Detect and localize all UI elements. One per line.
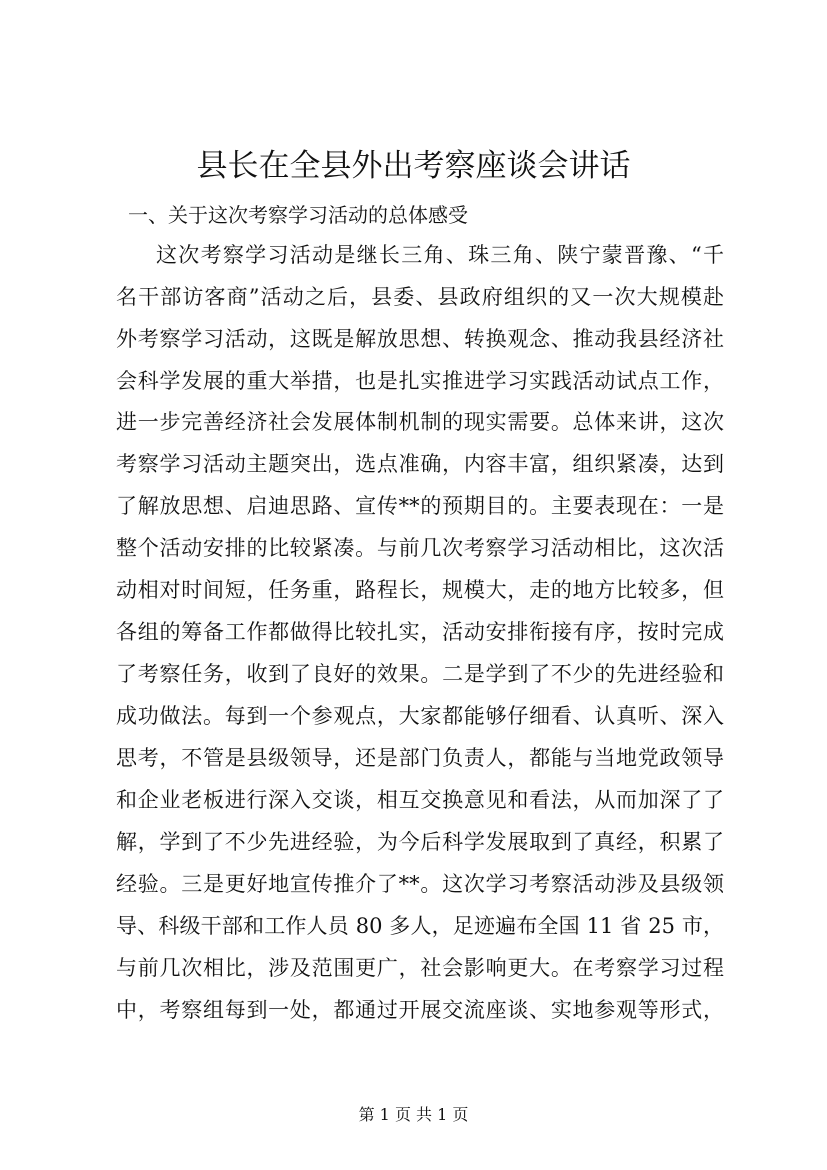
paragraph-line: 动相对时间短，任务重，路程长，规模大，走的地方比较多，但 bbox=[116, 578, 724, 602]
paragraph-line: 解，学到了不少先进经验，为今后科学发展取到了真经，积累了 bbox=[116, 830, 724, 854]
paragraph-line: 导、科级干部和工作人员 80 多人，足迹遍布全国 11 省 25 市， bbox=[116, 914, 724, 938]
paragraph-line: 各组的筹备工作都做得比较扎实，活动安排衔接有序，按时完成 bbox=[116, 620, 724, 644]
section-heading: 一、关于这次考察学习活动的总体感受 bbox=[128, 203, 468, 227]
paragraph-line: 会科学发展的重大举措，也是扎实推进学习实践活动试点工作， bbox=[116, 369, 724, 393]
paragraph-line: 整个活动安排的比较紧凑。与前几次考察学习活动相比，这次活 bbox=[116, 536, 724, 560]
paragraph-line: 与前几次相比，涉及范围更广，社会影响更大。在考察学习过程 bbox=[116, 956, 724, 980]
paragraph-line: 了考察任务，收到了良好的效果。二是学到了不少的先进经验和 bbox=[116, 662, 724, 686]
paragraph-line: 考察学习活动主题突出，选点准确，内容丰富，组织紧凑，达到 bbox=[116, 452, 724, 476]
paragraph-line: 了解放思想、启迪思路、宣传**的预期目的。主要表现在：一是 bbox=[116, 494, 724, 518]
paragraph-line: 外考察学习活动，这既是解放思想、转换观念、推动我县经济社 bbox=[116, 327, 724, 351]
paragraph-line: 名干部访客商”活动之后，县委、县政府组织的又一次大规模赴 bbox=[116, 285, 724, 309]
page-footer: 第 1 页 共 1 页 bbox=[358, 1105, 469, 1124]
paragraph-line: 成功做法。每到一个参观点，大家都能够仔细看、认真听、深入 bbox=[116, 704, 724, 728]
paragraph-line: 中，考察组每到一处，都通过开展交流座谈、实地参观等形式， bbox=[116, 998, 724, 1022]
paragraph-line: 和企业老板进行深入交谈，相互交换意见和看法，从而加深了了 bbox=[116, 788, 724, 812]
paragraph-line: 经验。三是更好地宣传推介了**。这次学习考察活动涉及县级领 bbox=[116, 872, 724, 896]
paragraph-line: 思考，不管是县级领导，还是部门负责人，都能与当地党政领导 bbox=[116, 746, 724, 770]
paragraph-line: 进一步完善经济社会发展体制机制的现实需要。总体来讲，这次 bbox=[116, 410, 724, 434]
page-title: 县长在全县外出考察座谈会讲话 bbox=[196, 148, 631, 184]
paragraph-line: 这次考察学习活动是继长三角、珠三角、陕宁蒙晋豫、“千 bbox=[156, 243, 724, 267]
